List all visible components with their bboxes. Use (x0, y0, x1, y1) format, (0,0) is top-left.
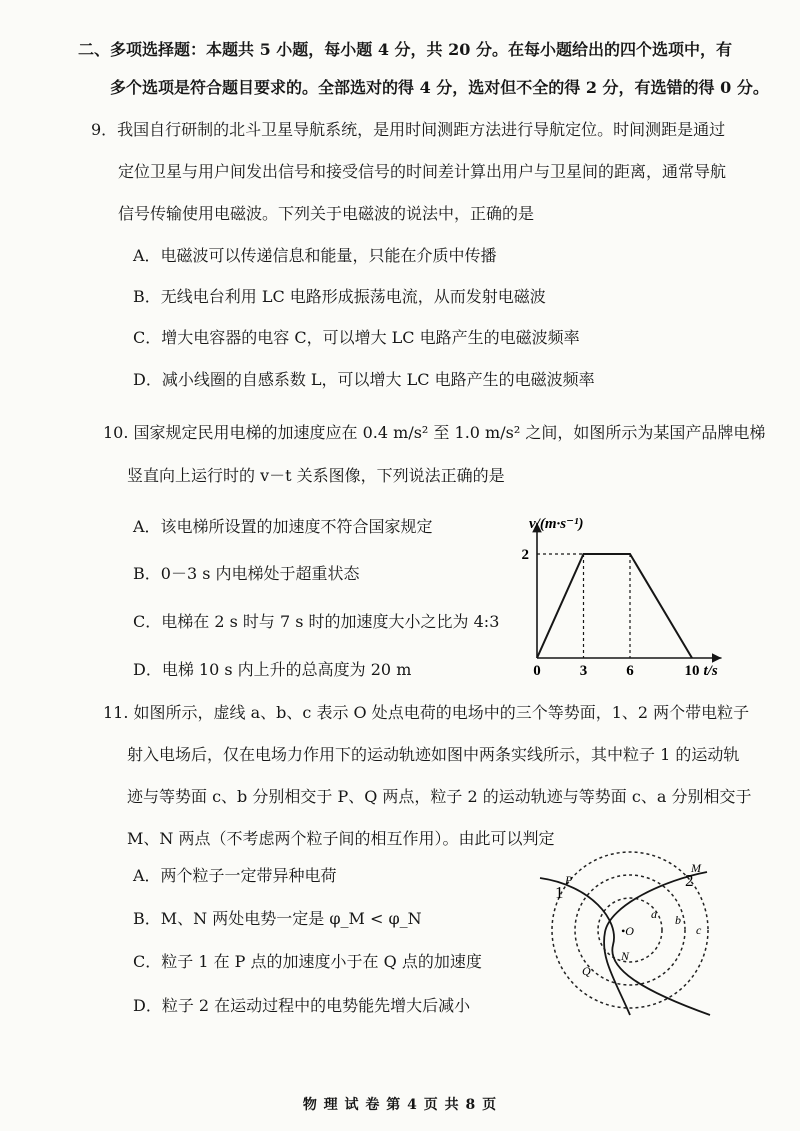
q11-stem-line3: 迹与等势面 c、b 分别相交于 P、Q 两点，粒子 2 的运动轨迹与等势面 c、a 分别相交于 (127, 787, 752, 806)
q11-option-a: A．两个粒子一定带异种电荷 (133, 866, 337, 885)
y-tick-label-2: 2 (521, 547, 529, 563)
q11-stem-line1: 11. 如图所示，虚线 a、b、c 表示 O 处点电荷的电场中的三个等势面，1、2 两个带电粒子 (103, 703, 750, 722)
x-tick-label-0: 0 (533, 663, 541, 678)
q11-option-d: D．粒子 2 在运动过程中的电势能先增大后减小 (133, 996, 471, 1015)
q11-option-b: B．M、N 两处电势一定是 φ_M < φ_N (133, 909, 422, 928)
page-footer: 物 理 试 卷 第 4 页 共 8 页 (302, 1097, 498, 1113)
label-a: a (651, 907, 657, 921)
q10-option-c: C．电梯在 2 s 时与 7 s 时的加速度大小之比为 4:3 (133, 612, 500, 631)
q9-stem-line1: 9．我国自行研制的北斗卫星导航系统，是用时间测距方法进行导航定位。时间测距是通过 (91, 120, 726, 139)
q9-option-b: B．无线电台利用 LC 电路形成振荡电流，从而发射电磁波 (133, 287, 546, 306)
section-header-line1: 二、多项选择题：本题共 5 小题，每小题 4 分，共 20 分。在每小题给出的四个选项中，有 (78, 40, 732, 59)
point-m-label: M (691, 861, 701, 875)
section-header-line2: 多个选项是符合题目要求的。全部选对的得 4 分，选对但不全的得 2 分，有选错的得 0 分。 (110, 78, 769, 97)
y-axis-label: v/(m·s⁻¹) (529, 516, 584, 532)
track-1-label: 1 (555, 883, 564, 902)
label-c: c (696, 923, 702, 937)
q11-option-c: C．粒子 1 在 P 点的加速度小于在 Q 点的加速度 (133, 952, 482, 971)
x-axis-label: t/s (703, 663, 718, 678)
point-n-label: N (621, 949, 630, 963)
q9-option-c: C．增大电容器的电容 C，可以增大 LC 电路产生的电磁波频率 (133, 328, 580, 347)
vt-chart (505, 508, 735, 678)
equipotential-figure (535, 850, 735, 1020)
point-p-label: P (565, 873, 573, 887)
label-b: b (675, 913, 681, 927)
q10-stem-line2: 竖直向上运行时的 v－t 关系图像，下列说法正确的是 (127, 466, 505, 485)
point-o-label: •O (621, 924, 634, 938)
q11-stem-line4: M、N 两点（不考虑两个粒子间的相互作用）。由此可以判定 (127, 829, 555, 848)
q9-stem-line3: 信号传输使用电磁波。下列关于电磁波的说法中，正确的是 (118, 204, 535, 223)
q9-option-a: A．电磁波可以传递信息和能量，只能在介质中传播 (133, 246, 497, 265)
x-tick-label-3: 3 (579, 663, 588, 678)
q9-option-d: D．减小线圈的自感系数 L，可以增大 LC 电路产生的电磁波频率 (133, 370, 595, 389)
q10-stem-line1: 10. 国家规定民用电梯的加速度应在 0.4 m/s² 至 1.0 m/s² 之间，如图所示为某国产品牌电梯 (103, 423, 766, 442)
x-tick-label-6: 6 (626, 663, 634, 678)
q11-stem-line2: 射入电场后，仅在电场力作用下的运动轨迹如图中两条实线所示，其中粒子 1 的运动轨 (127, 745, 740, 764)
track-2-label: 2 (685, 871, 694, 890)
q10-option-a: A．该电梯所设置的加速度不符合国家规定 (133, 517, 433, 536)
point-q-label: Q (582, 964, 591, 978)
guide-lines (537, 554, 630, 658)
series-line-velocity (537, 554, 692, 658)
q10-option-d: D．电梯 10 s 内上升的总高度为 20 m (133, 660, 412, 679)
trajectory-2 (604, 872, 707, 1015)
x-tick-label-10: 10 (684, 663, 700, 678)
q10-option-b: B．0－3 s 内电梯处于超重状态 (133, 564, 360, 583)
q9-stem-line2: 定位卫星与用户间发出信号和接受信号的时间差计算出用户与卫星间的距离，通常导航 (118, 162, 727, 181)
